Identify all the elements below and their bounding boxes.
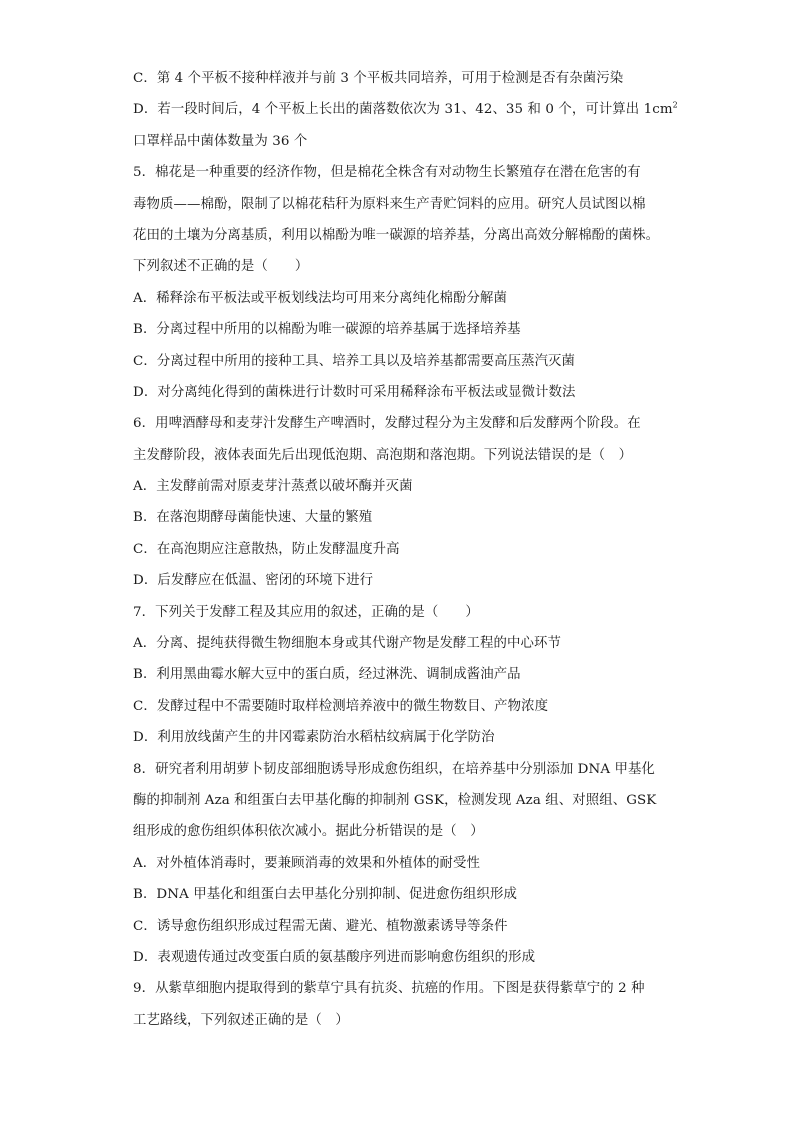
q4-option-d-line1 bbox=[133, 94, 678, 125]
q6-option-b: B．在落泡期酵母菌能快速、大量的繁殖 bbox=[133, 510, 373, 526]
q8-option-a: A．对外植体消毒时，要兼顾消毒的效果和外植体的耐受性 bbox=[133, 855, 481, 871]
q6-option-d: D．后发酵应在低温、密闭的环境下进行 bbox=[133, 573, 374, 589]
q7-option-d: D．利用放线菌产生的井冈霉素防治水稻枯纹病属于化学防治 bbox=[133, 730, 495, 746]
q5-stem-line2: 毒物质——棉酚，限制了以棉花秸秆为原料来生产青贮饲料的应用。研究人员试图以棉 bbox=[133, 196, 646, 212]
q6-stem-line1: 6．用啤酒酵母和麦芽汁发酵生产啤酒时，发酵过程分为主发酵和后发酵两个阶段。在 bbox=[133, 416, 641, 432]
q9-stem-line1: 9．从紫草细胞内提取得到的紫草宁具有抗炎、抗癌的作用。下图是获得紫草宁的 2 种 bbox=[133, 981, 645, 997]
q8-stem-line1: 8．研究者利用胡萝卜韧皮部细胞诱导形成愈伤组织，在培养基中分别添加 DNA 甲基化 bbox=[133, 761, 655, 777]
q4-option-d-line2: 口罩样品中菌体数量为 36 个 bbox=[133, 133, 308, 149]
q6-option-c: C．在高泡期应注意散热，防止发酵温度升高 bbox=[133, 541, 400, 557]
question-content bbox=[133, 63, 678, 1036]
q9-stem-line2: 工艺路线，下列叙述正确的是（ ） bbox=[133, 1012, 349, 1028]
q7-option-a: A．分离、提纯获得微生物细胞本身或其代谢产物是发酵工程的中心环节 bbox=[133, 636, 561, 652]
q4-option-c: C．第 4 个平板不接种样液并与前 3 个平板共同培养，可用于检测是否有杂菌污染 bbox=[133, 71, 624, 86]
q8-stem-line2: 酶的抑制剂 Aza 和组蛋白去甲基化酶的抑制剂 GSK，检测发现 Aza 组、对照组、GSK bbox=[133, 792, 657, 808]
q6-stem-line2: 主发酵阶段，液体表面先后出现低泡期、高泡期和落泡期。下列说法错误的是（ ） bbox=[133, 447, 633, 463]
q8-option-c: C．诱导愈伤组织形成过程需无菌、避光、植物激素诱导等条件 bbox=[133, 918, 508, 934]
q5-option-b: B．分离过程中所用的以棉酚为唯一碳源的培养基属于选择培养基 bbox=[133, 322, 521, 338]
q8-option-d: D．表观遗传通过改变蛋白质的氨基酸序列进而影响愈伤组织的形成 bbox=[133, 949, 536, 965]
q5-option-d: D．对分离纯化得到的菌株进行计数时可采用稀释涂布平板法或显微计数法 bbox=[133, 384, 576, 400]
q5-option-a: A．稀释涂布平板法或平板划线法均可用来分离纯化棉酚分解菌 bbox=[133, 290, 508, 306]
q5-option-c: C．分离过程中所用的接种工具、培养工具以及培养基都需要高压蒸汽灭菌 bbox=[133, 353, 576, 369]
q7-stem-line1: 7．下列关于发酵工程及其应用的叙述，正确的是（ ） bbox=[133, 604, 479, 620]
q5-stem-line3: 花田的土壤为分离基质，利用以棉酚为唯一碳源的培养基，分离出高效分解棉酚的菌株。 bbox=[133, 227, 660, 243]
q7-option-c: C．发酵过程中不需要随时取样检测培养液中的微生物数目、产物浓度 bbox=[133, 698, 549, 714]
q8-stem-line3: 组形成的愈伤组织体积依次减小。据此分析错误的是（ ） bbox=[133, 824, 484, 840]
q5-stem-line1: 5．棉花是一种重要的经济作物，但是棉花全株含有对动物生长繁殖存在潜在危害的有 bbox=[133, 165, 641, 181]
q6-option-a: A．主发酵前需对原麦芽汁蒸煮以破坏酶并灭菌 bbox=[133, 479, 413, 495]
q7-option-b: B．利用黑曲霉水解大豆中的蛋白质，经过淋洗、调制成酱油产品 bbox=[133, 667, 521, 683]
q4-option-d-text: D．若一段时间后，4 个平板上长出的菌落数依次为 31、42、35 和 0 个，可计算出 1cm bbox=[133, 102, 673, 118]
q5-stem-line4: 下列叙述不正确的是（ ） bbox=[133, 259, 309, 275]
q4-option-d-superscript: 2 bbox=[672, 100, 678, 110]
q8-option-b: B．DNA 甲基化和组蛋白去甲基化分别抑制、促进愈伤组织形成 bbox=[133, 887, 517, 903]
